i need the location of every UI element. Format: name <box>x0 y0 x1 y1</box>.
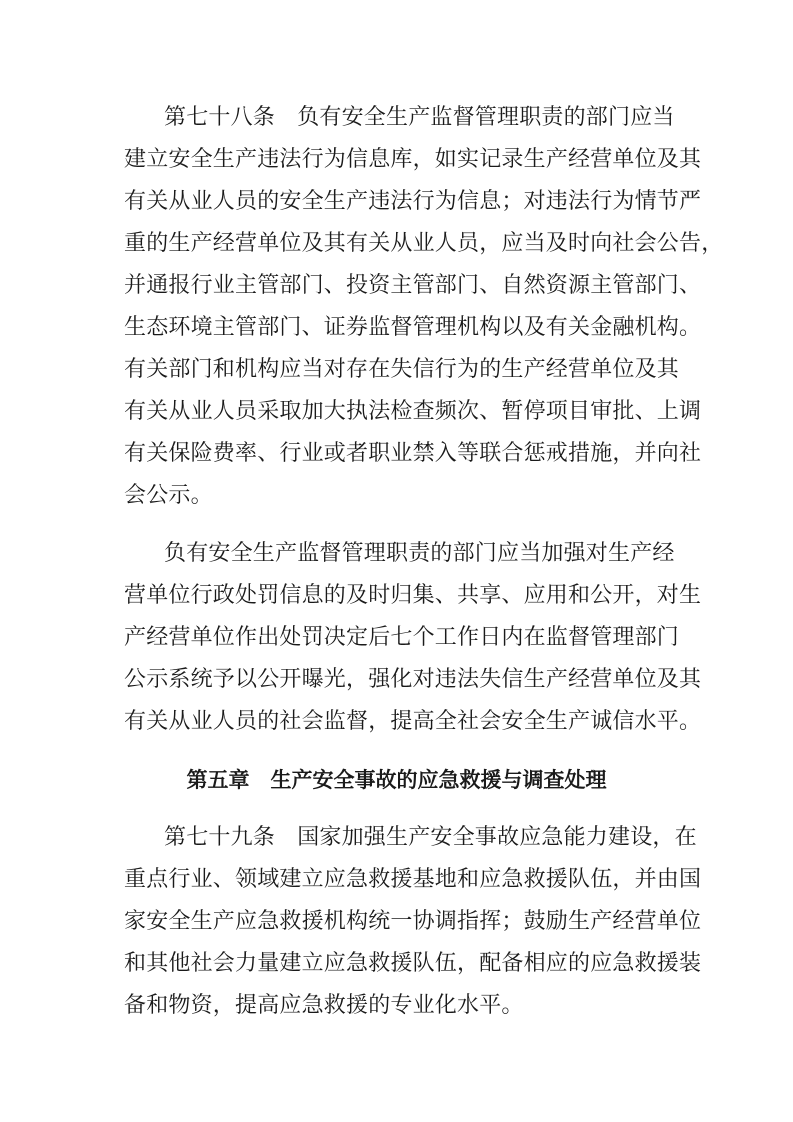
article-79-line-4: 和其他社会力量建立应急救援队伍，配备相应的应急救援装 <box>124 951 702 976</box>
article-79-line-5: 备和物资，提高应急救援的专业化水平。 <box>124 993 524 1018</box>
article-78-line-6: 生态环境主管部门、证券监督管理机构以及有关金融机构。 <box>124 315 702 340</box>
chapter-5-heading: 第五章 生产安全事故的应急救援与调查处理 <box>186 768 607 792</box>
article-78-line-10: 会公示。 <box>124 483 213 508</box>
article-78-line-2: 建立安全生产违法行为信息库，如实记录生产经营单位及其 <box>124 147 702 172</box>
article-78-para2-line-2: 营单位行政处罚信息的及时归集、共享、应用和公开，对生 <box>124 583 702 608</box>
article-78-line-1: 第七十八条 负有安全生产监督管理职责的部门应当 <box>164 105 675 130</box>
article-78-line-5: 并通报行业主管部门、投资主管部门、自然资源主管部门、 <box>124 273 702 298</box>
article-78-line-7: 有关部门和机构应当对存在失信行为的生产经营单位及其 <box>124 357 680 382</box>
article-79-line-1: 第七十九条 国家加强生产安全事故应急能力建设，在 <box>164 825 697 850</box>
article-78-para2-line-5: 有关从业人员的社会监督，提高全社会安全生产诚信水平。 <box>124 709 702 734</box>
article-78-para2-line-4: 公示系统予以公开曝光，强化对违法失信生产经营单位及其 <box>124 667 702 692</box>
article-78-line-9: 有关保险费率、行业或者职业禁入等联合惩戒措施，并向社 <box>124 441 702 466</box>
article-78-line-3: 有关从业人员的安全生产违法行为信息；对违法行为情节严 <box>124 189 702 214</box>
article-78-para2-line-1: 负有安全生产监督管理职责的部门应当加强对生产经 <box>164 541 675 566</box>
article-79-line-3: 家安全生产应急救援机构统一协调指挥；鼓励生产经营单位 <box>124 909 702 934</box>
article-78-line-4: 重的生产经营单位及其有关从业人员，应当及时向社会公告， <box>124 231 724 256</box>
article-78-line-8: 有关从业人员采取加大执法检查频次、暂停项目审批、上调 <box>124 399 702 424</box>
article-78-para2-line-3: 产经营单位作出处罚决定后七个工作日内在监督管理部门 <box>124 625 680 650</box>
article-79-line-2: 重点行业、领域建立应急救援基地和应急救援队伍，并由国 <box>124 867 702 892</box>
